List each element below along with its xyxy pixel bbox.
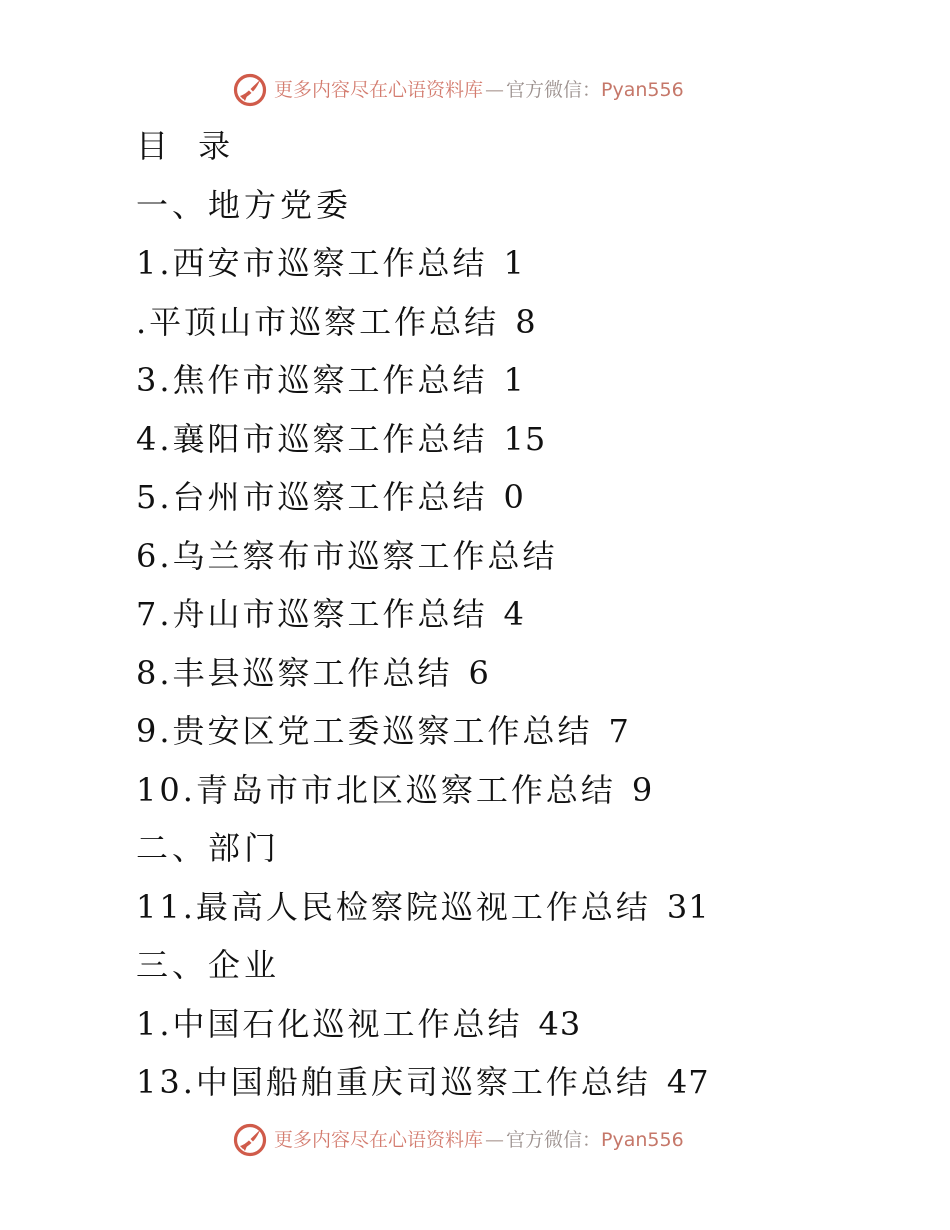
toc-line-text: 6.乌兰察布市巡察工作总结 <box>136 536 558 575</box>
banner-wechat-label: 官方微信： <box>506 78 602 101</box>
toc-line-text: 5.台州市巡察工作总结 <box>136 478 488 517</box>
toc-page-number: 9 <box>631 770 654 809</box>
toc-page-number: 43 <box>538 1004 582 1043</box>
toc-item <box>136 995 916 1054</box>
toc-section-local-party <box>136 176 916 235</box>
toc-page-number: 7 <box>608 712 630 751</box>
toc-section-enterprises <box>136 936 916 995</box>
header-banner <box>232 70 718 110</box>
footer-banner <box>232 1120 718 1160</box>
toc-title: 目 录 <box>136 127 241 166</box>
banner-title: 更多内容尽在心语资料库 <box>274 78 484 101</box>
toc-line-text: 13.中国船舶重庆司巡察工作总结 <box>136 1063 651 1102</box>
toc-page-number: 8 <box>515 302 537 341</box>
banner-wechat-label: 官方微信： <box>506 1128 602 1151</box>
toc-line-text: 9.贵安区党工委巡察工作总结 <box>136 712 593 751</box>
toc-line-text: 8.丰县巡察工作总结 <box>136 653 453 692</box>
toc-item <box>136 644 916 703</box>
toc-item <box>136 878 916 937</box>
pen-nib-logo-icon <box>232 1122 268 1158</box>
toc-line-text: 二、部门 <box>136 829 281 868</box>
toc-line-text: 三、企业 <box>136 946 281 985</box>
toc-page-number: 47 <box>666 1063 710 1102</box>
toc-line-text: 3.焦作市巡察工作总结 <box>136 361 488 400</box>
toc-line-text: 4.襄阳市巡察工作总结 <box>136 419 488 458</box>
toc-section-departments <box>136 819 916 878</box>
toc-line-text: 一、地方党委 <box>136 185 353 224</box>
toc-line-text: 1.中国石化巡视工作总结 <box>136 1004 523 1043</box>
toc-item <box>136 1053 916 1112</box>
toc-page-number: 15 <box>503 419 547 458</box>
toc-line-text: .平顶山市巡察工作总结 <box>136 302 500 341</box>
toc-page-number: 6 <box>468 653 490 692</box>
toc-item <box>136 527 916 586</box>
banner-separator: — <box>485 1128 505 1151</box>
toc-item <box>136 293 916 352</box>
footer-banner-text <box>274 1128 684 1151</box>
toc-line-text: 11.最高人民检察院巡视工作总结 <box>136 887 651 926</box>
toc-item <box>136 761 916 820</box>
toc-item <box>136 468 916 527</box>
banner-wechat-id: Pyan556 <box>601 78 684 101</box>
table-of-contents <box>136 117 916 1112</box>
toc-page-number: 31 <box>666 887 710 926</box>
toc-item <box>136 351 916 410</box>
toc-item <box>136 410 916 469</box>
banner-separator: — <box>485 78 505 101</box>
toc-page-number: 4 <box>503 595 525 634</box>
toc-item <box>136 585 916 644</box>
toc-line-text: 1.西安市巡察工作总结 <box>136 244 488 283</box>
banner-wechat-id: Pyan556 <box>601 1128 684 1151</box>
toc-item <box>136 234 916 293</box>
toc-line-text: 7.舟山市巡察工作总结 <box>136 595 488 634</box>
header-banner-text <box>274 78 684 101</box>
toc-page-number: 1 <box>503 244 525 283</box>
toc-item <box>136 702 916 761</box>
banner-title: 更多内容尽在心语资料库 <box>274 1128 484 1151</box>
toc-line-text: 10.青岛市市北区巡察工作总结 <box>136 770 616 809</box>
toc-page-number: 0 <box>503 478 525 517</box>
pen-nib-logo-icon <box>232 72 268 108</box>
toc-page-number: 1 <box>503 361 525 400</box>
